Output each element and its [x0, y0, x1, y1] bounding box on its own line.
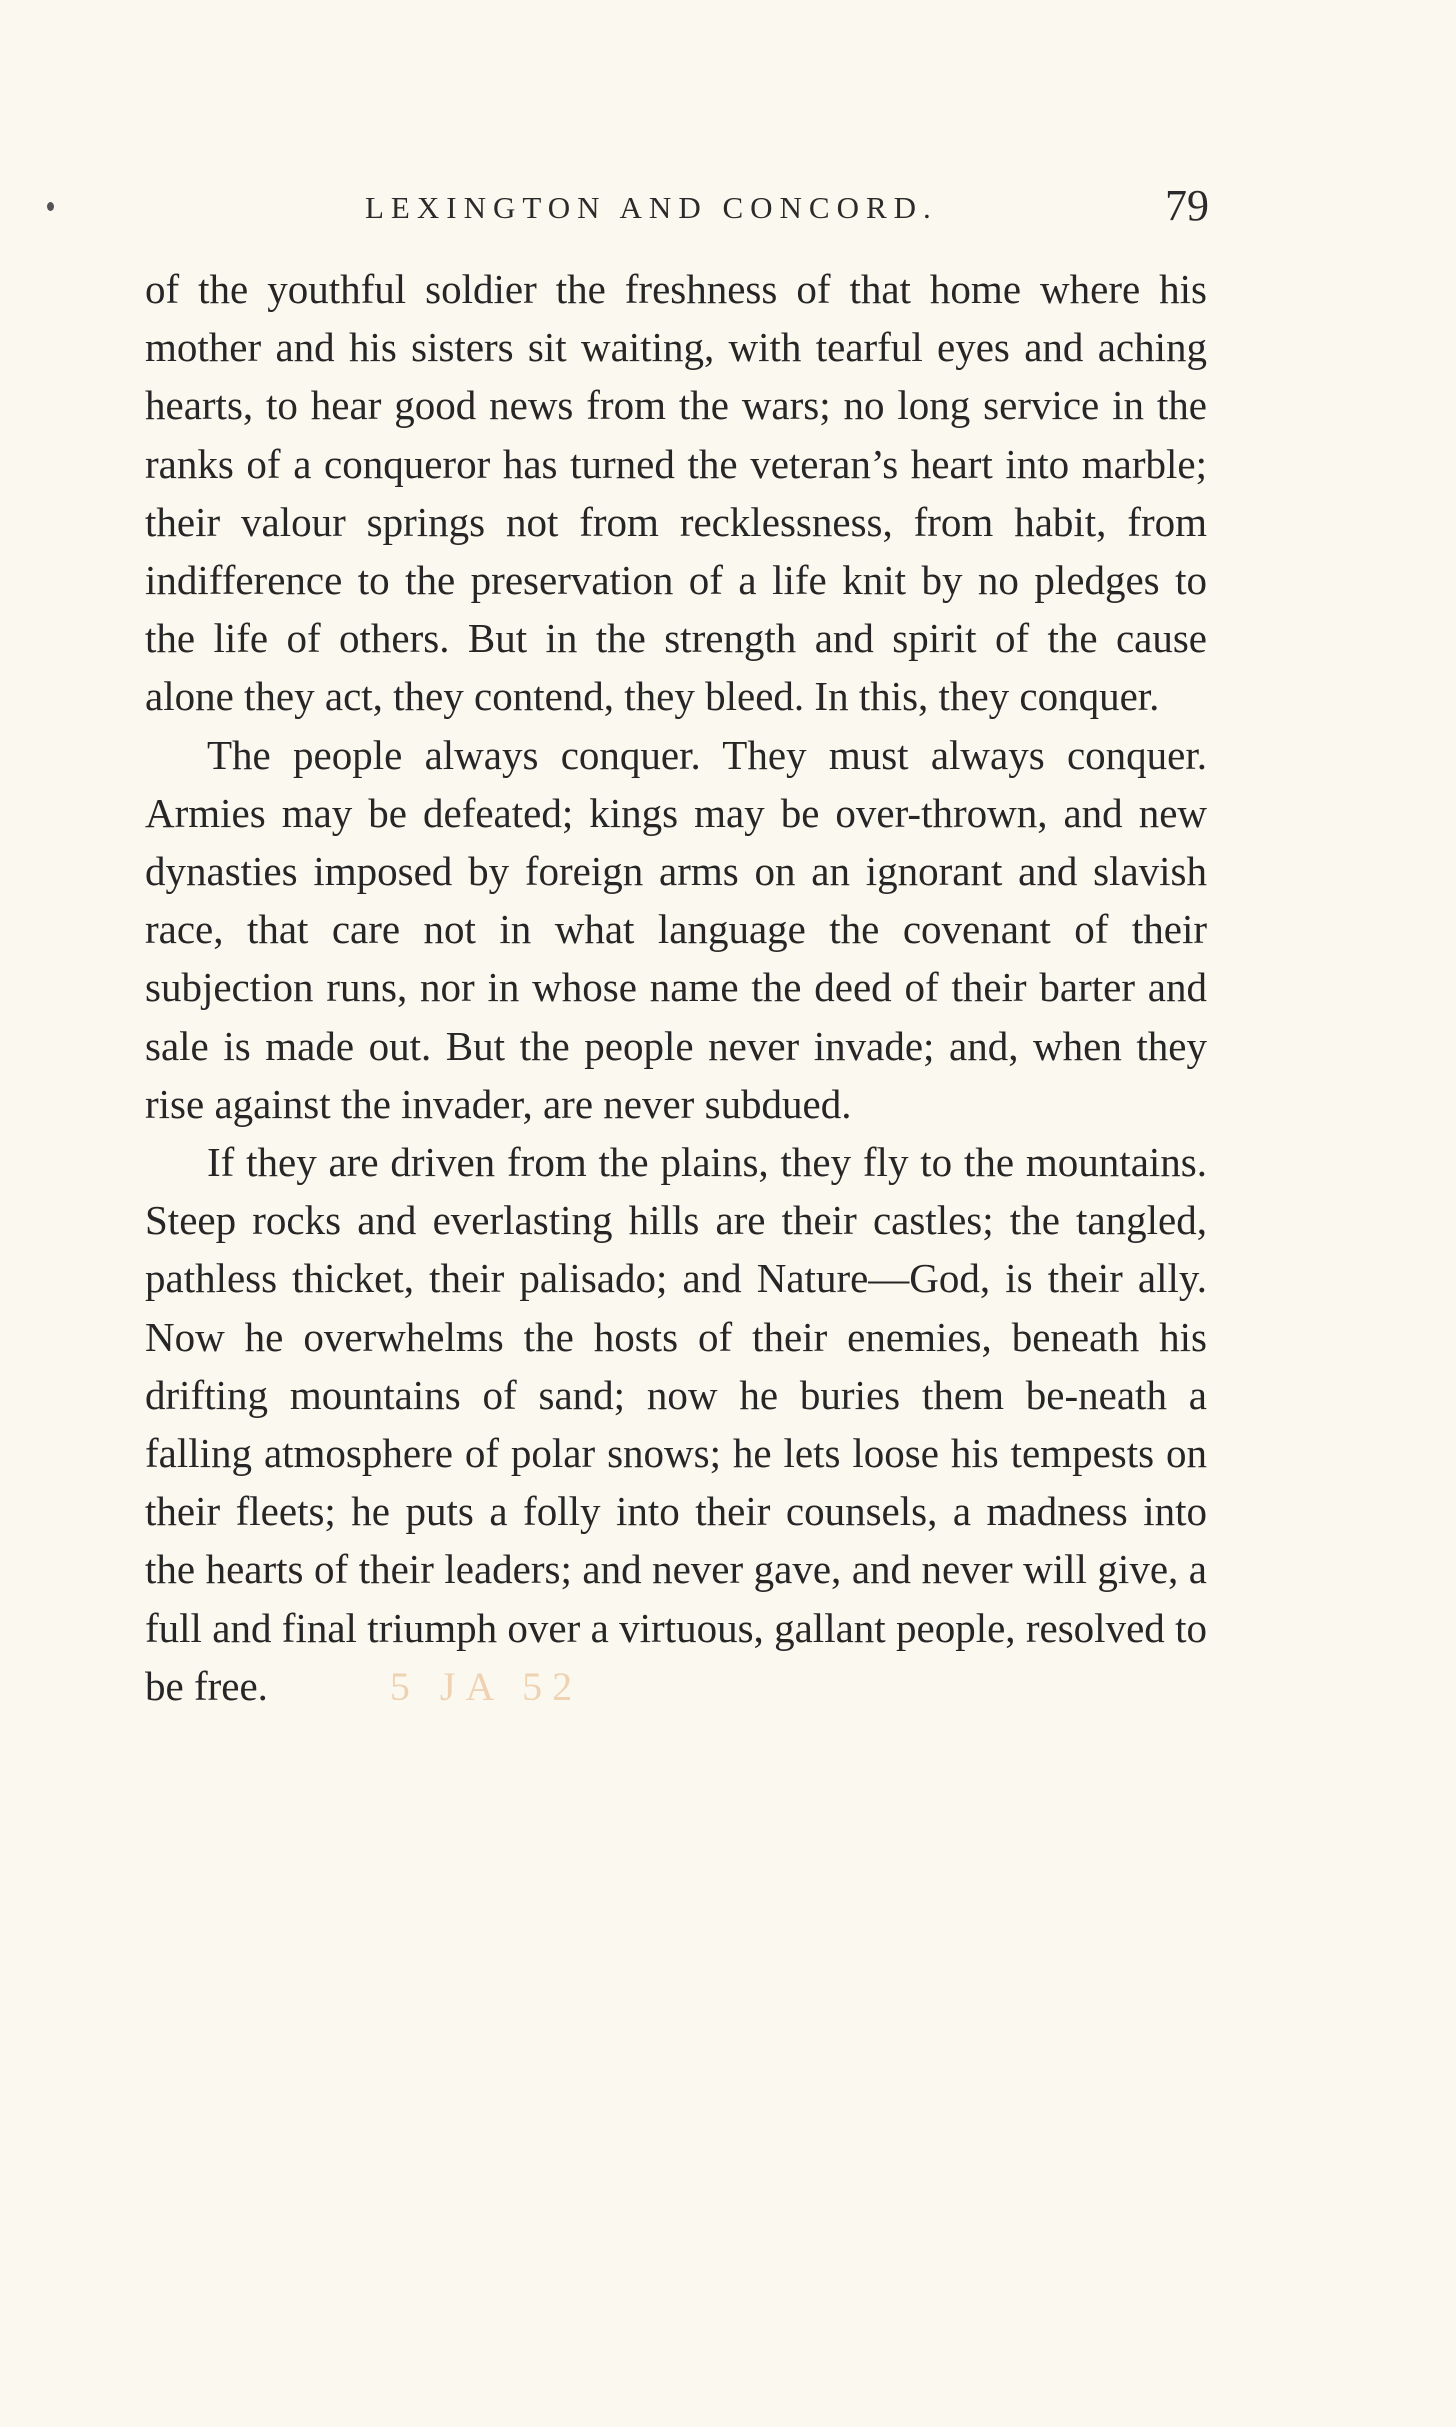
paragraph-1: of the youthful soldier the freshness of that home where his mother and his sisters sit waiting, with tearful eyes and aching hearts, to hear good news from the wars; no long service in the ranks of a conqueror has turned the veteran’s heart into marble; their valour springs not from recklessness, from habit, from indifference to the preservation of a life knit by no pledges to the life of others. But in the strength and spirit of the cause alone they act, they contend, they bleed. In this, they conquer. — [145, 266, 1207, 720]
paragraph-3 — [145, 1133, 1207, 1716]
paragraph-2: The people always conquer. They must always conquer. Armies may be defeated; kings may be over-thrown, and new dynasties imposed by foreign arms on an ignorant and slavish race, that care not in what language the covenant of their subjection runs, nor in whose name the deed of their barter and sale is made out. But the people never invade; and, when they rise against the invader, are never subdued. — [145, 731, 1207, 1127]
body-text — [145, 260, 1207, 1716]
margin-mark — [47, 202, 54, 211]
running-head — [0, 178, 1456, 238]
library-stamp: 5 JA 52 — [389, 1663, 583, 1709]
paragraph-3-text: If they are driven from the plains, they fly to the mountains. Steep rocks and everlasting hills are their castles; the tangled, pathless thicket, their palisado; and Nature—God, is their ally. Now he overwhelms the hosts of their enemies, beneath his drifting mountains of sand; now he buries them be-neath a falling atmosphere of polar snows; he lets loose his tempests on their fleets; he puts a folly into their counsels, a madness into the hearts of their leaders; and never gave, and never will give, a full and final triumph over a virtuous, gallant people, resolved to be free. — [145, 1139, 1207, 1709]
chapter-title: LEXINGTON AND CONCORD. — [365, 190, 938, 225]
page-number: 79 — [1165, 181, 1209, 230]
